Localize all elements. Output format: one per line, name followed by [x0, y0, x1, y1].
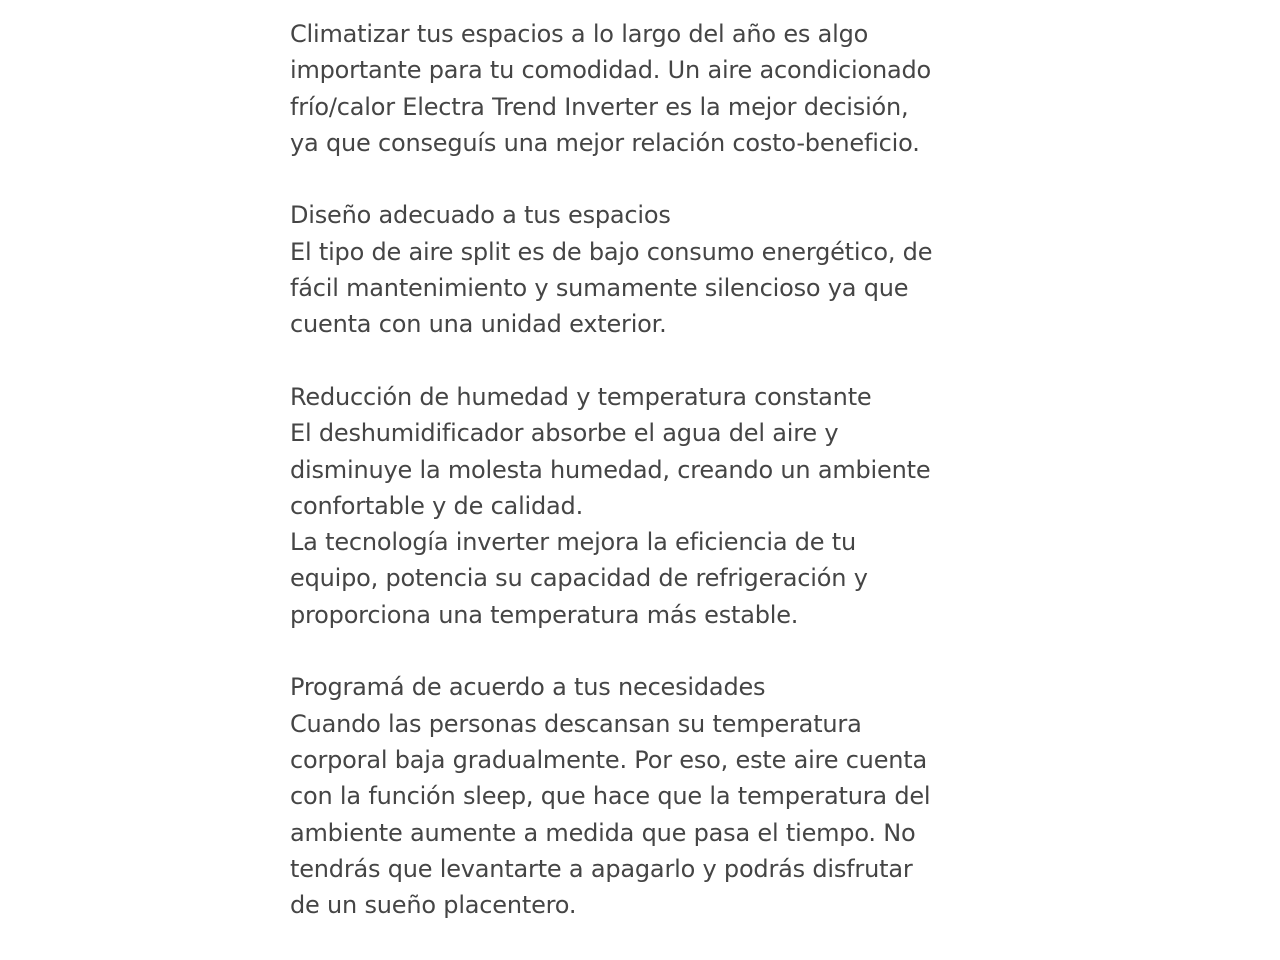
- description-paragraph: [290, 669, 1010, 923]
- paragraph-gap: [290, 343, 1010, 379]
- description-line: Climatizar tus espacios a lo largo del año es algo: [290, 20, 869, 48]
- description-paragraph: [290, 379, 1010, 633]
- description-line: corporal baja gradualmente. Por eso, este aire cuenta: [290, 745, 927, 774]
- section-heading: Diseño adecuado a tus espacios: [290, 201, 671, 230]
- section-heading: Reducción de humedad y temperatura constante: [290, 382, 872, 411]
- description-line: disminuye la molesta humedad, creando un ambiente: [290, 455, 931, 484]
- description-line: confortable y de calidad.: [290, 491, 584, 520]
- paragraph-gap: [290, 161, 1010, 197]
- description-line: ya que conseguís una mejor relación costo-beneficio.: [290, 128, 920, 157]
- description-line: tendrás que levantarte a apagarlo y podrás disfrutar: [290, 854, 913, 883]
- description-line: equipo, potencia su capacidad de refrigeración y: [290, 564, 868, 593]
- section-heading: Programá de acuerdo a tus necesidades: [290, 673, 766, 702]
- description-line: ambiente aumente a medida que pasa el tiempo. No: [290, 818, 916, 847]
- description-line: El deshumidificador absorbe el agua del aire y: [290, 419, 839, 448]
- description-line: fácil mantenimiento y sumamente silencioso ya que: [290, 274, 909, 303]
- description-paragraph: [290, 16, 1010, 161]
- description-line: proporciona una temperatura más estable.: [290, 600, 799, 629]
- description-line: con la función sleep, que hace que la temperatura del: [290, 782, 931, 811]
- description-line: importante para tu comodidad. Un aire acondicionado: [290, 56, 932, 85]
- description-line: La tecnología inverter mejora la eficiencia de tu: [290, 528, 857, 557]
- product-description: [290, 16, 1010, 923]
- description-paragraph: [290, 197, 1010, 342]
- description-line: El tipo de aire split es de bajo consumo energético, de: [290, 237, 933, 266]
- description-line: de un sueño placentero.: [290, 891, 577, 920]
- description-line: frío/calor Electra Trend Inverter es la mejor decisión,: [290, 92, 909, 121]
- description-line: cuenta con una unidad exterior.: [290, 310, 667, 339]
- paragraph-gap: [290, 633, 1010, 669]
- description-line: Cuando las personas descansan su temperatura: [290, 709, 862, 738]
